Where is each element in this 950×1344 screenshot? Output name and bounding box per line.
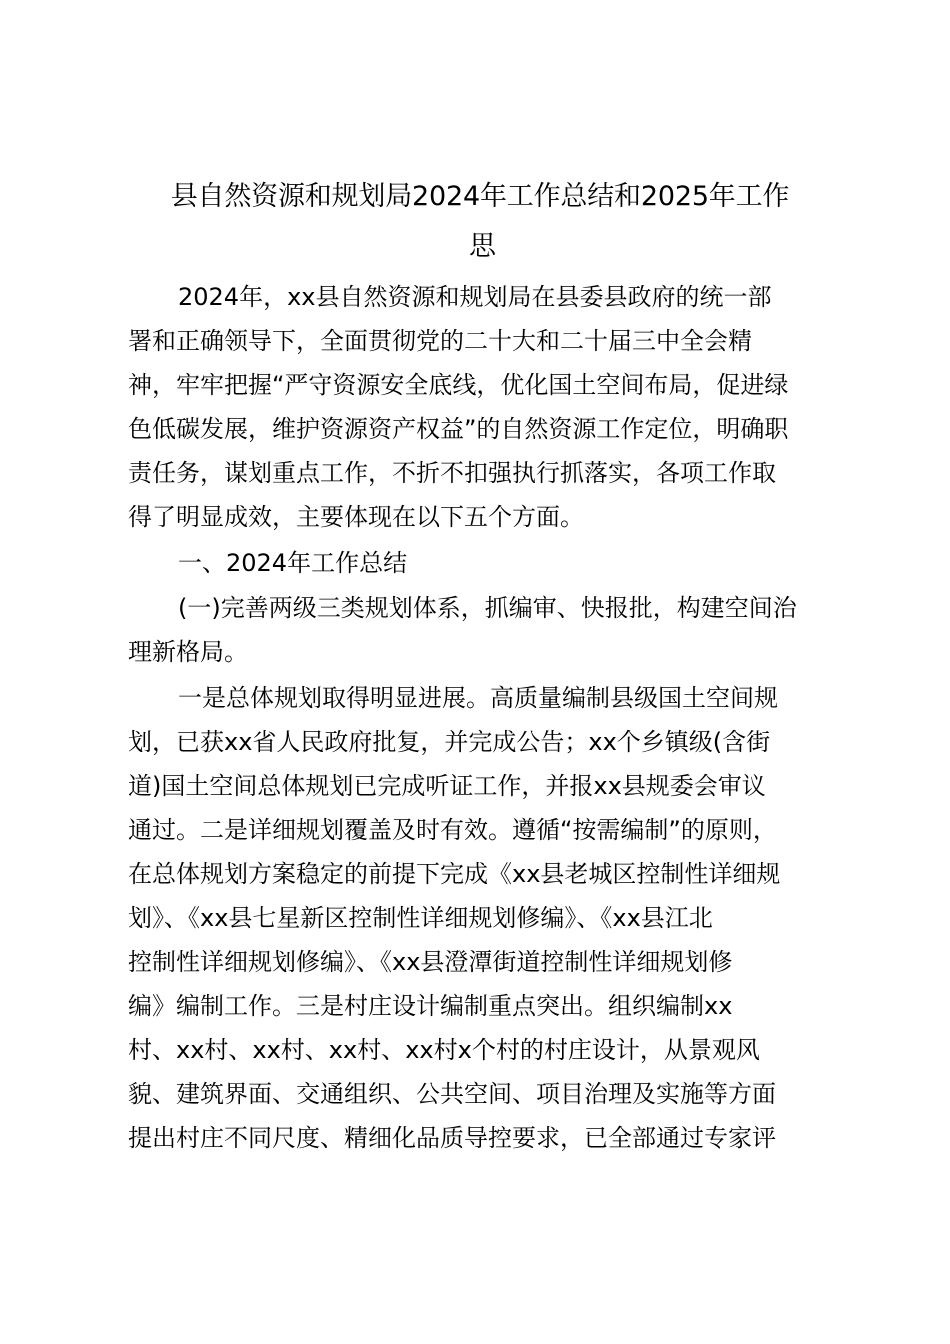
paragraph-line: 在总体规划方案稳定的前提下完成《xx县老城区控制性详细规 bbox=[128, 860, 781, 888]
paragraph-line: 2024年，xx县自然资源和规划局在县委县政府的统一部 bbox=[178, 283, 772, 311]
paragraph-line: 一是总体规划取得明显进展。高质量编制县级国土空间规 bbox=[178, 684, 778, 712]
section-heading: 一、2024年工作总结 bbox=[178, 549, 408, 577]
paragraph-line: 署和正确领导下，全面贯彻党的二十大和二十届三中全会精 bbox=[128, 327, 752, 355]
subsection-heading-line: 理新格局。 bbox=[128, 638, 248, 666]
paragraph-line: 划》、《xx县七星新区控制性详细规划修编》、《xx县江北 bbox=[128, 904, 713, 932]
paragraph-line: 提出村庄不同尺度、精细化品质导控要求，已全部通过专家评 bbox=[128, 1124, 776, 1152]
paragraph-line: 划，已获xx省人民政府批复，并完成公告；xx个乡镇级(含街 bbox=[128, 728, 771, 756]
paragraph-line: 得了明显成效，主要体现在以下五个方面。 bbox=[128, 503, 584, 531]
paragraph-line: 通过。二是详细规划覆盖及时有效。遵循“按需编制”的原则， bbox=[128, 816, 777, 844]
paragraph-line: 神，牢牢把握“严守资源安全底线，优化国土空间布局，促进绿 bbox=[128, 371, 789, 399]
subsection-heading-line: (一)完善两级三类规划体系，抓编审、快报批，构建空间治 bbox=[178, 594, 797, 622]
paragraph-line: 道)国土空间总体规划已完成听证工作，并报xx县规委会审议 bbox=[128, 772, 766, 800]
paragraph-line: 控制性详细规划修编》、《xx县澄潭街道控制性详细规划修 bbox=[128, 948, 733, 976]
paragraph-line: 村、xx村、xx村、xx村、xx村x个村的村庄设计，从景观风 bbox=[128, 1036, 760, 1064]
document-title-line-2: 思 bbox=[469, 231, 491, 262]
paragraph-line: 貌、建筑界面、交通组织、公共空间、项目治理及实施等方面 bbox=[128, 1080, 776, 1108]
paragraph-line: 编》编制工作。三是村庄设计编制重点突出。组织编制xx bbox=[128, 992, 733, 1020]
paragraph-line: 责任务，谋划重点工作，不折不扣强执行抓落实，各项工作取 bbox=[128, 459, 776, 487]
document-title-line-1: 县自然资源和规划局2024年工作总结和2025年工作 bbox=[170, 181, 790, 212]
paragraph-line: 色低碳发展，维护资源资产权益”的自然资源工作定位，明确职 bbox=[128, 415, 789, 443]
